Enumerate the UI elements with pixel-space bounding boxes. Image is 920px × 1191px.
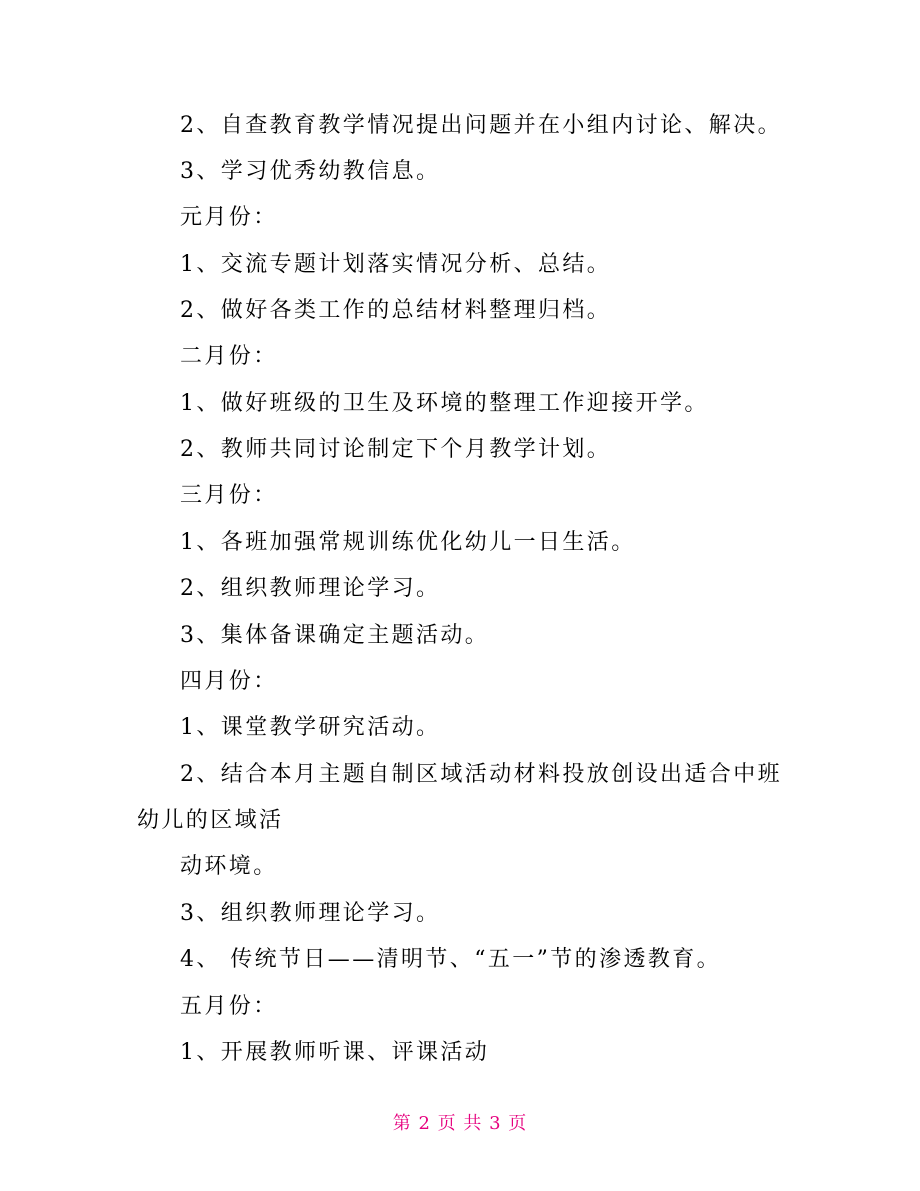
paragraph-line: 1、开展教师听课、评课活动 [180, 1040, 490, 1065]
month-heading: 二月份： [180, 344, 278, 369]
paragraph-line: 动环境。 [180, 854, 278, 879]
paragraph-line: 4、 传统节日——清明节、“五一”节的渗透教育。 [180, 947, 722, 972]
paragraph-line: 3、学习优秀幼教信息。 [180, 159, 441, 184]
month-heading: 元月份： [180, 205, 278, 230]
paragraph-line: 1、课堂教学研究活动。 [180, 715, 441, 740]
paragraph-line: 2、结合本月主题自制区域活动材料投放创设出适合中班 [180, 762, 782, 787]
paragraph-line: 1、交流专题计划落实情况分析、总结。 [180, 252, 612, 277]
paragraph-line: 2、组织教师理论学习。 [180, 576, 441, 601]
paragraph-line: 2、教师共同讨论制定下个月教学计划。 [180, 437, 612, 462]
month-heading: 三月份： [180, 483, 278, 508]
paragraph-line: 幼儿的区域活 [137, 808, 284, 833]
paragraph-line: 2、做好各类工作的总结材料整理归档。 [180, 298, 612, 323]
paragraph-line: 1、各班加强常规训练优化幼儿一日生活。 [180, 530, 636, 555]
page-number-footer: 第 2 页 共 3 页 [392, 1113, 528, 1134]
month-heading: 四月份： [180, 669, 278, 694]
paragraph-line: 3、组织教师理论学习。 [180, 901, 441, 926]
paragraph-line: 2、自查教育教学情况提出问题并在小组内讨论、解决。 [180, 113, 782, 138]
paragraph-line: 3、集体备课确定主题活动。 [180, 623, 490, 648]
month-heading: 五月份： [180, 994, 278, 1019]
paragraph-line: 1、做好班级的卫生及环境的整理工作迎接开学。 [180, 391, 709, 416]
